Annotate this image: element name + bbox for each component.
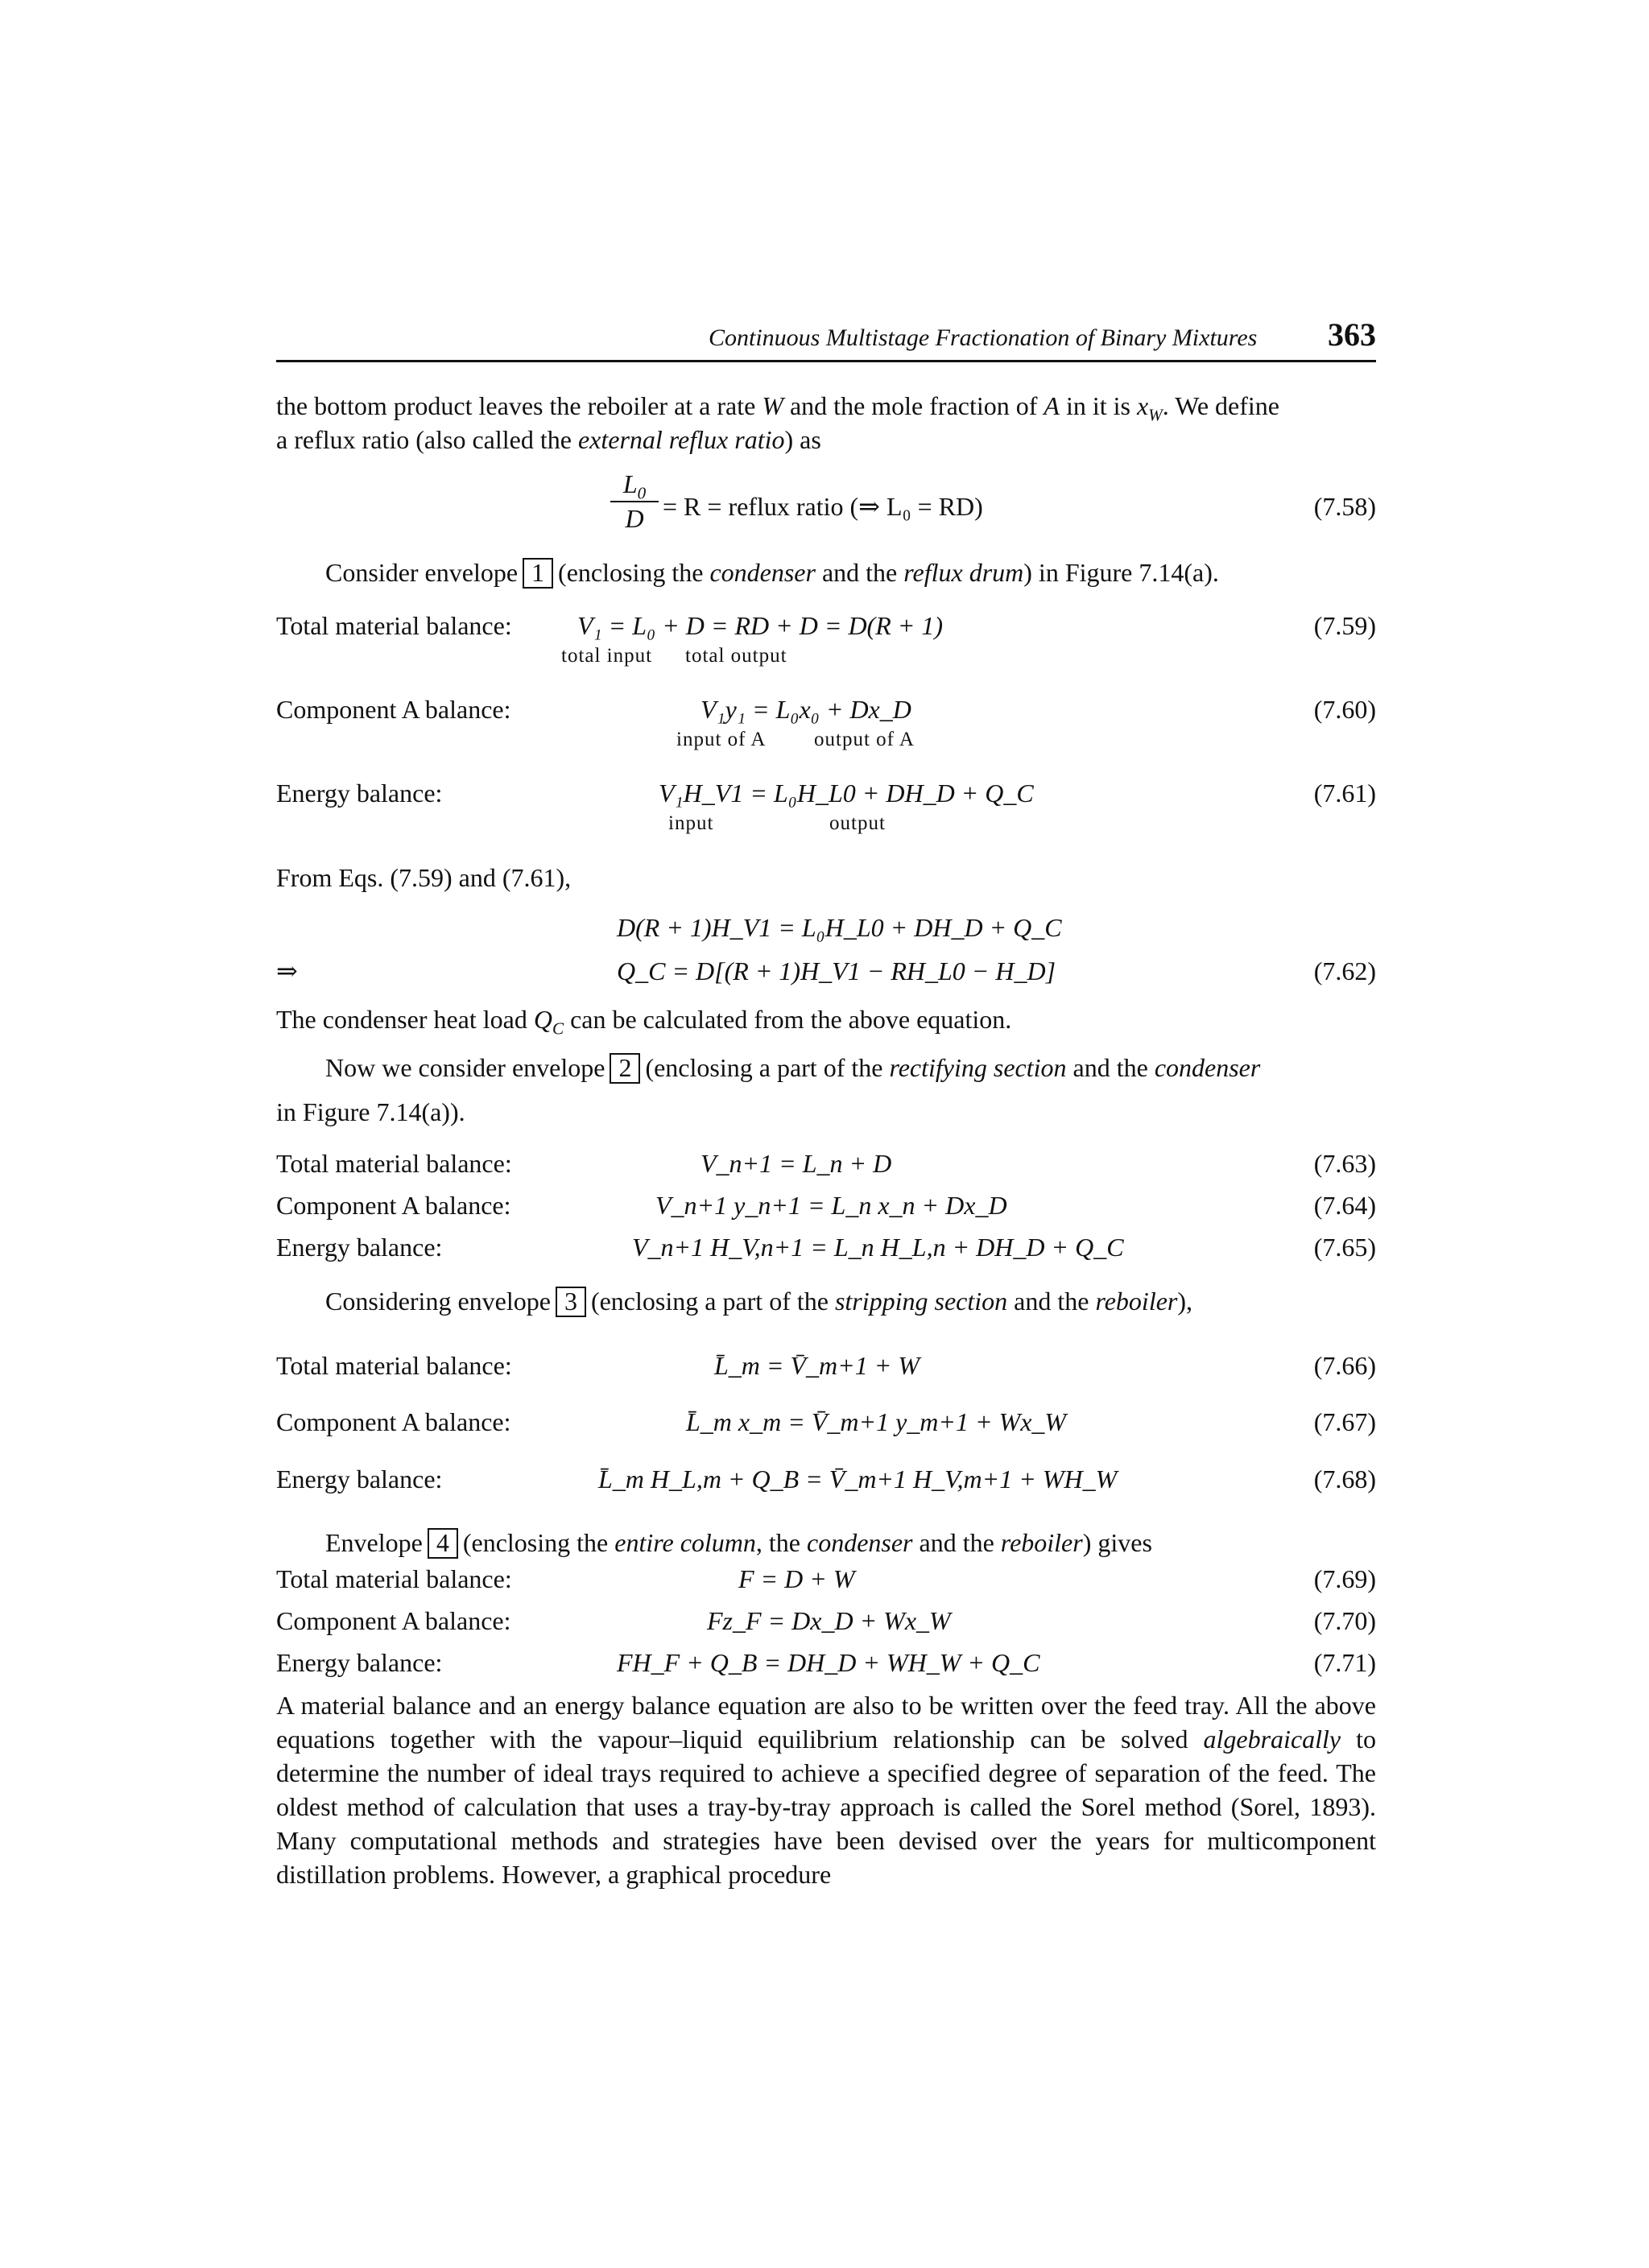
- eq-7-60-under-right: output of A: [814, 729, 915, 750]
- eq-7-66-label: Total material balance:: [276, 1351, 512, 1380]
- eq-7-68-expr: L̄_m H_L,m + Q_B = V̄_m+1 H_V,m+1 + WH_W: [598, 1464, 1118, 1493]
- closing-paragraph: A material balance and an energy balance equation are also to be written over the feed tray. All the above equations together with the vapour–liquid equilibrium relationship can be solved algebraically to determine the number of ideal trays required to achieve a specified degree of separation of the feed. The oldest method of calculation that uses a tray-by-tray approach is called the Sorel method (Sorel, 1893). Many computational methods and strategies have been devised over the years for multicomponent distillation problems. However, a graphical procedure: [276, 1691, 1377, 1889]
- eq-7-65-label: Energy balance:: [276, 1233, 443, 1262]
- eq-number-7-63: (7.63): [1313, 1149, 1376, 1178]
- eq-number-7-58: (7.58): [1313, 492, 1376, 521]
- envelope-box-3: 3: [556, 1287, 586, 1317]
- eq-7-61-under-left: input: [668, 812, 714, 834]
- eq-number-7-67: (7.67): [1313, 1407, 1376, 1436]
- eq-7-67-expr: L̄_m x_m = V̄_m+1 y_m+1 + Wx_W: [686, 1407, 1067, 1436]
- eq-7-68-label: Energy balance:: [276, 1464, 443, 1493]
- eq-7-65-expr: V_n+1 H_V,n+1 = L_n H_L,n + DH_D + Q_C: [632, 1233, 1124, 1262]
- envelope-2-line: Now we consider envelope 2 (enclosing a part of the rectifying section and the condenser: [325, 1053, 1261, 1082]
- header-rule: [276, 360, 1376, 362]
- eq-7-59-under-left: total input: [561, 645, 653, 667]
- eq-number-7-64: (7.64): [1313, 1191, 1376, 1220]
- eq-number-7-71: (7.71): [1313, 1648, 1376, 1677]
- eq-number-7-65: (7.65): [1313, 1233, 1376, 1262]
- intro-line-1: the bottom product leaves the reboiler at a rate W and the mole fraction of A in it is $x_W$. We define: [276, 391, 1279, 425]
- eq-7-60-expr: V₁y₁ = L₀x₀ + Dx_D: [701, 695, 911, 724]
- eq-7-71-expr: FH_F + Q_B = DH_D + WH_W + Q_C: [617, 1648, 1040, 1677]
- eq-7-62-line-2: Q_C = D[(R + 1)H_V1 − RH_L0 − H_D]: [617, 956, 1056, 985]
- from-eqs-line: From Eqs. (7.59) and (7.61),: [276, 863, 572, 892]
- eq-number-7-59: (7.59): [1313, 611, 1376, 640]
- page-number: 363: [1328, 316, 1376, 353]
- eq-number-7-66: (7.66): [1313, 1351, 1376, 1380]
- envelope-box-2: 2: [610, 1053, 640, 1084]
- eq-number-7-70: (7.70): [1313, 1606, 1376, 1635]
- eq-7-61-label: Energy balance:: [276, 779, 443, 808]
- eq-7-63-expr: V_n+1 = L_n + D: [701, 1149, 892, 1178]
- envelope-4-line: Envelope 4 (enclosing the entire column, the condenser and the reboiler) gives: [325, 1528, 1152, 1557]
- implies-arrow: ⇒: [276, 956, 298, 985]
- eq-7-61-under-right: output: [829, 812, 886, 834]
- eq-7-58-fraction: $L_0$ D: [610, 469, 659, 533]
- eq-number-7-68: (7.68): [1313, 1464, 1376, 1493]
- envelope-2-line-2: in Figure 7.14(a)).: [276, 1097, 465, 1126]
- condenser-heat-load-line: The condenser heat load $Q_C$ can be calculated from the above equation.: [276, 1005, 1012, 1039]
- eq-7-67-label: Component A balance:: [276, 1407, 511, 1436]
- envelope-3-line: Considering envelope 3 (enclosing a part of the stripping section and the reboiler),: [325, 1287, 1193, 1316]
- eq-7-69-label: Total material balance:: [276, 1564, 512, 1593]
- eq-number-7-62: (7.62): [1313, 956, 1376, 985]
- eq-number-7-60: (7.60): [1313, 695, 1376, 724]
- eq-7-59-label: Total material balance:: [276, 611, 512, 640]
- fraction-bar: [610, 501, 659, 502]
- eq-7-64-expr: V_n+1 y_n+1 = L_n x_n + Dx_D: [655, 1191, 1007, 1220]
- running-title: Continuous Multistage Fractionation of Binary Mixtures: [709, 324, 1258, 351]
- eq-7-59-expr: V₁ = L₀ + D = RD + D = D(R + 1): [577, 611, 943, 640]
- eq-7-58-rhs: = R = reflux ratio (⇒ L₀ = RD): [663, 492, 983, 521]
- eq-7-70-label: Component A balance:: [276, 1606, 511, 1635]
- envelope-box-1: 1: [523, 558, 553, 589]
- eq-7-63-label: Total material balance:: [276, 1149, 512, 1178]
- eq-7-60-under-left: input of A: [676, 729, 767, 750]
- eq-7-66-expr: L̄_m = V̄_m+1 + W: [714, 1351, 920, 1380]
- envelope-1-line: Consider envelope 1 (enclosing the condenser and the reflux drum) in Figure 7.14(a).: [325, 558, 1219, 587]
- eq-number-7-69: (7.69): [1313, 1564, 1376, 1593]
- intro-line-2: a reflux ratio (also called the external reflux ratio) as: [276, 425, 821, 454]
- eq-7-64-label: Component A balance:: [276, 1191, 511, 1220]
- eq-7-71-label: Energy balance:: [276, 1648, 443, 1677]
- eq-7-59-under-right: total output: [685, 645, 787, 667]
- eq-number-7-61: (7.61): [1313, 779, 1376, 808]
- eq-7-61-expr: V₁H_V1 = L₀H_L0 + DH_D + Q_C: [659, 779, 1034, 808]
- eq-7-60-label: Component A balance:: [276, 695, 511, 724]
- eq-7-70-expr: Fz_F = Dx_D + Wx_W: [707, 1606, 951, 1635]
- eq-7-62-line-1: D(R + 1)H_V1 = L₀H_L0 + DH_D + Q_C: [617, 913, 1062, 942]
- envelope-box-4: 4: [428, 1528, 458, 1559]
- eq-7-69-expr: F = D + W: [738, 1564, 855, 1593]
